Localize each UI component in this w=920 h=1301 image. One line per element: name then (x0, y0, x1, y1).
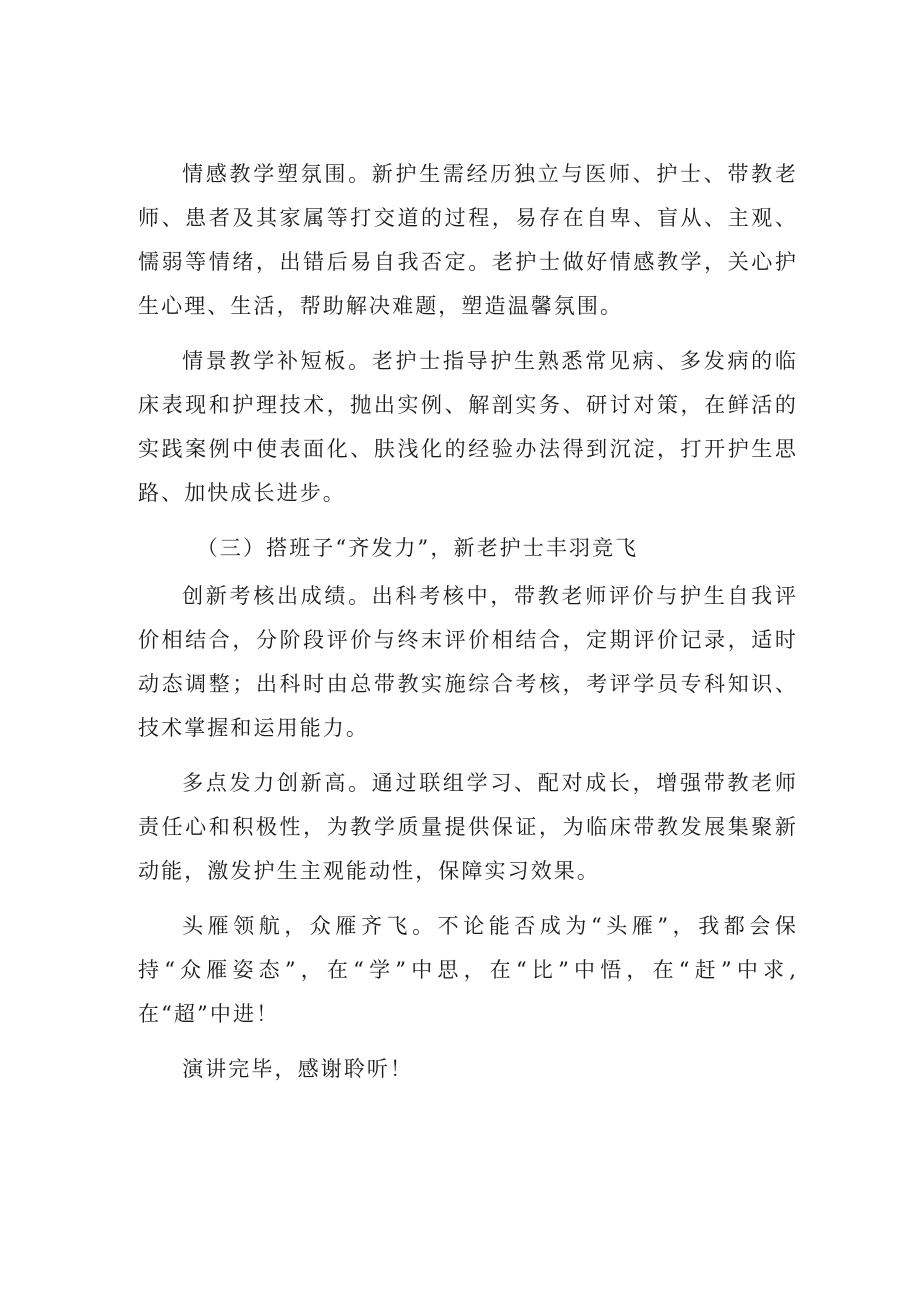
paragraph-emotional-teaching: 情感教学塑氛围。新护生需经历独立与医师、护士、带教老师、患者及其家属等打交道的过程，易存在自卑、盲从、主观、懦弱等情绪，出错后易自我否定。老护士做好情感教学，关心护生心理、生活，帮助解决难题，塑造温馨氛围。 (138, 162, 798, 318)
paragraph-assessment: 创新考核出成绩。出科考核中，带教老师评价与护生自我评价相结合，分阶段评价与终末评价相结合，定期评价记录，适时动态调整；出科时由总带教实施综合考核，考评学员专科知识、技术掌握和运用能力。 (138, 584, 798, 740)
section-heading: （三）搭班子“齐发力”，新老护士丰羽竞飞 (196, 536, 639, 560)
paragraph-scenario-teaching: 情景教学补短板。老护士指导护生熟悉常见病、多发病的临床表现和护理技术，抛出实例、解剖实务、研讨对策，在鲜活的实践案例中使表面化、肤浅化的经验办法得到沉淀，打开护生思路、加快成长进步。 (138, 349, 798, 505)
paragraph-closing: 演讲完毕，感谢聆听！ (182, 1057, 414, 1081)
paragraph-multi-point: 多点发力创新高。通过联组学习、配对成长，增强带教老师责任心和积极性，为教学质量提供保证，为临床带教发展集聚新动能，激发护生主观能动性，保障实习效果。 (138, 771, 798, 883)
document-body (138, 152, 798, 1102)
paragraph-lead-goose: 头雁领航，众雁齐飞。不论能否成为“头雁”，我都会保持“众雁姿态”，在“学”中思，在“比”中悟，在“赶”中求,在“超”中进！ (138, 914, 798, 1026)
